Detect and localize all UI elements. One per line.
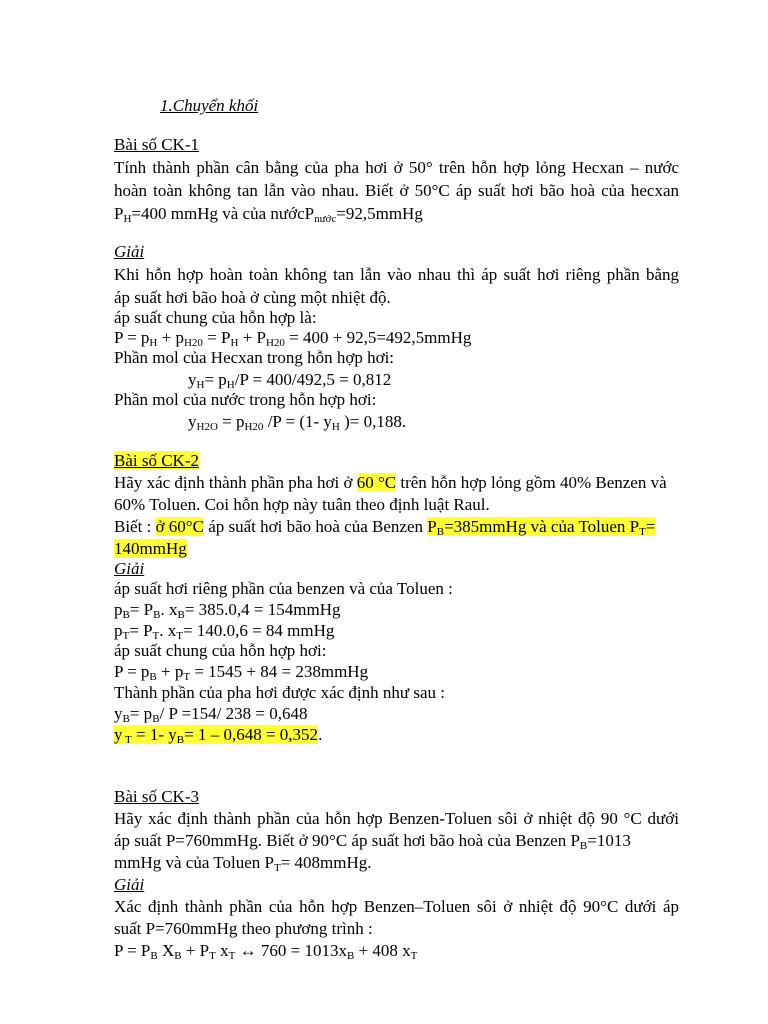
solution-ck1-heading: Giải [114, 242, 145, 261]
problem-ck2-text-2: 60% Toluen. Coi hỗn hợp này tuân theo định luật Raul. [114, 495, 490, 514]
problem-ck1-title: Bài số CK-1 [114, 135, 199, 154]
solution-ck3-line-2: suất P=760mmHg theo phương trình : [114, 919, 373, 938]
problem-ck3-text-3: mmHg và của Toluen $P_T=$ 408mmHg. [114, 853, 372, 874]
solution-ck1-line-1: Khi hỗn hợp hoàn toàn không tan lẫn vào nhau thì áp suất hơi riêng phần bằng [114, 265, 679, 284]
solution-ck1-line-5: Phần mol của Hecxan trong hỗn hợp hơi: [114, 348, 395, 367]
solution-ck1-line-7: Phần mol của nước trong hỗn hợp hơi: [114, 390, 377, 409]
problem-ck1-text-2: hoàn toàn không tan lẫn vào nhau. Biết ở 50°C áp suất hơi bão hoà của hecxan [114, 181, 679, 200]
problem-ck1-text-1: Tính thành phần cân bằng của pha hơi ở 50° trên hỗn hợp lỏng Hecxan – nước [114, 158, 679, 177]
problem-ck3-text-2: áp suất P=760mmHg. Biết ở 90°C áp suất hơi bão hoà của Benzen $P_B=1013$ [114, 831, 631, 852]
problem-ck2-text-3: Biết : ở 60°C áp suất hơi bão hoà của Benzen $P_B=385mmHg$ và của Toluen $P_T=$ [114, 517, 656, 538]
solution-ck2-line-4: áp suất chung của hỗn hợp hơi: [114, 641, 327, 660]
solution-ck1-formula-yh: $y_H= p_H/P = 400/492,5 = 0,812$ [188, 370, 392, 391]
problem-ck3-title: Bài số CK-3 [114, 787, 199, 806]
solution-ck3-line-1: Xác định thành phần của hỗn hợp Benzen–Toluen sôi ở nhiệt độ 90°C dưới áp [114, 897, 679, 916]
solution-ck3-heading: Giải [114, 875, 145, 894]
solution-ck1-formula-yh2o: $y_{H2O} = p_{H20}$ /P = (1- $y_H$ )= 0,188. [188, 412, 407, 433]
solution-ck2-formula-pb: $p_B= P_B$. $x_B= 385.0,4$ = 154mmHg [114, 600, 341, 621]
solution-ck2-formula-pt: $p_T= P_T$. $x_T= 140.0,6 = 84$ mmHg [114, 621, 335, 642]
solution-ck1-formula-total: $P = p_H + p_{H20} = P_H + P_{H20} = 400$ + 92,5=492,5mmHg [114, 328, 472, 349]
problem-ck2-title: Bài số CK-2 [114, 451, 199, 470]
solution-ck2-heading: Giải [114, 559, 145, 578]
solution-ck2-formula-total: $P = p_B + p_T = 1545 + 84$ = 238mmHg [114, 662, 369, 683]
problem-ck2-text-1: Hãy xác định thành phần pha hơi ở 60 °C trên hỗn hợp lỏng gồm 40% Benzen và [114, 473, 667, 492]
solution-ck2-formula-yb: $y_B= p_B/$ P =154/ 238 = 0,648 [114, 704, 308, 725]
solution-ck2-formula-yt: y $_T$ = 1- $y_B= 1 - 0,648 = 0,352$. [114, 725, 323, 746]
solution-ck2-line-6: Thành phần của pha hơi được xác định như sau : [114, 683, 445, 702]
solution-ck3-formula: $P = P_B$ $X_B + P_T$ $x_T$ ↔ $760 = 1013x_B + 408$ $x_T$ [114, 941, 418, 962]
problem-ck1-text-3: $P_H=400$ mmHg và của nướcP$_{nước}$=92,5mmHg [114, 204, 423, 225]
section-title: 1.Chuyển khối [160, 96, 259, 115]
solution-ck1-line-3: áp suất chung của hỗn hợp là: [114, 308, 317, 327]
problem-ck2-text-4: 140mmHg [114, 539, 187, 558]
solution-ck1-line-2: áp suất hơi bão hoà ở cùng một nhiệt độ. [114, 288, 391, 307]
solution-ck2-line-1: áp suất hơi riêng phần của benzen và của Toluen : [114, 579, 453, 598]
problem-ck3-text-1: Hãy xác định thành phần của hỗn hợp Benzen-Toluen sôi ở nhiệt độ 90 °C dưới [114, 809, 679, 828]
